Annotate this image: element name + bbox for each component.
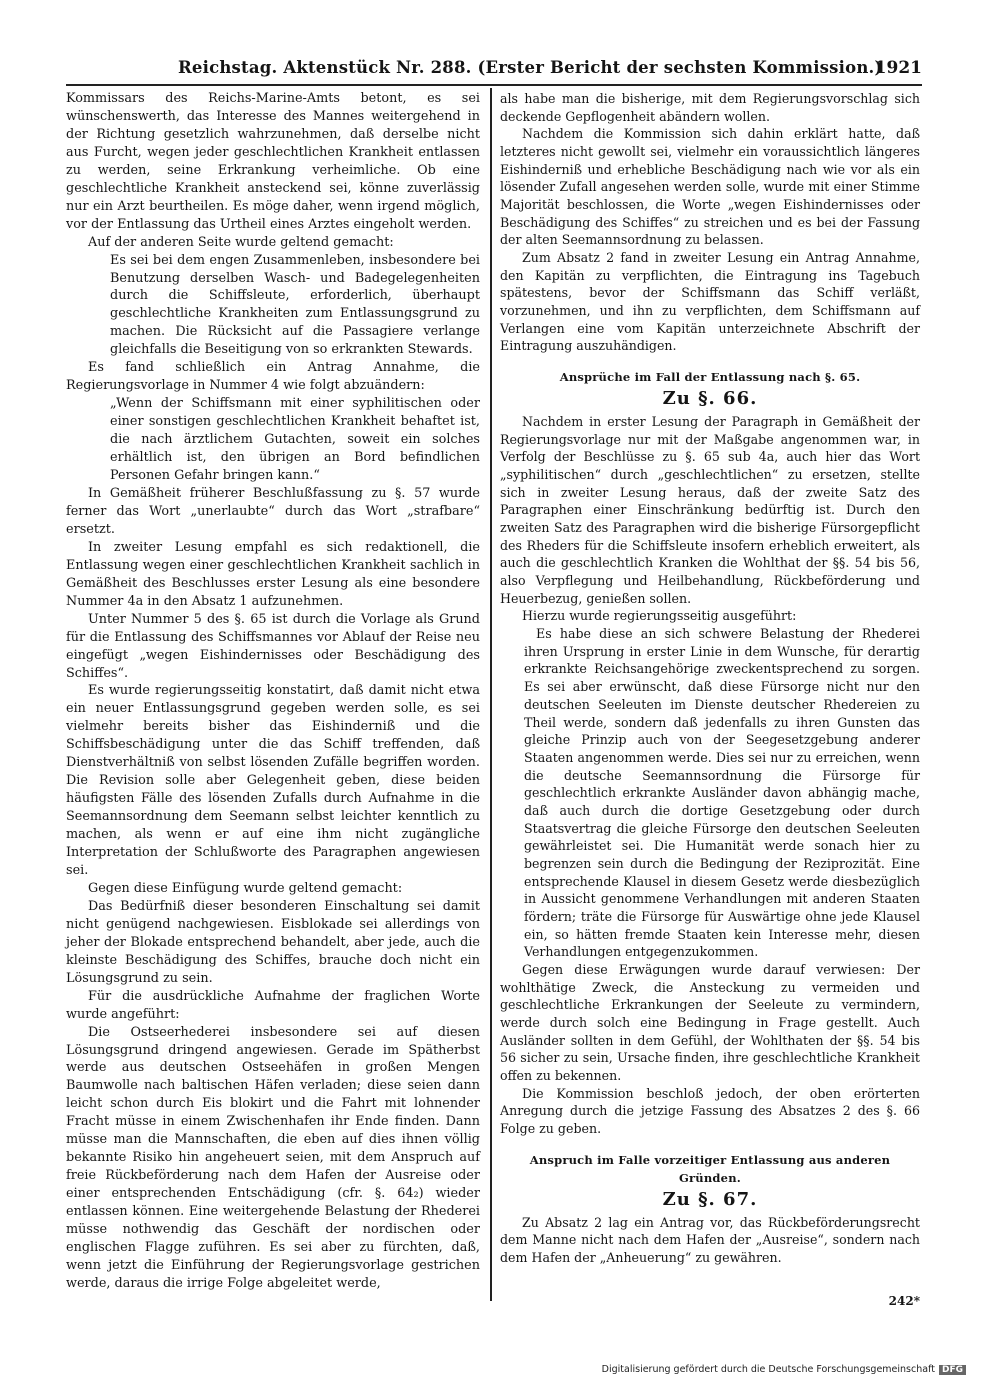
column-divider [490, 88, 492, 1301]
dfg-logo: DFG [939, 1365, 966, 1375]
running-title: Reichstag. Aktenstück Nr. 288. (Erster Bericht der sechsten Kommission.) [178, 58, 883, 77]
quoted-paragraph: Es habe diese an sich schwere Belastung der Rhederei ihren Ursprung in erster Linie in dem Wunsche, für derartig erkrankte Reichsangehörige zweckentsprechend zu sorgen. Es sei aber erwünscht, daß diese Fürsorge nicht nur den deutschen Seeleuten im Dienste deutscher Rhedereien zu Theil werde, sondern daß jedenfalls zu ihren Gunsten das gleiche Prinzip auch von der Seegesetzgebung anderer Staaten angenommen werde. Dies sei nur zu erreichen, wenn die deutsche Seemannsordnung die Fürsorge für geschlechtlich erkrankte Ausländer davon abhängig mache, daß auch durch die dortige Gesetzgebung oder durch Staatsvertrag die gleiche Fürsorge den deutschen Seeleuten gewährleistet sei. Die Humanität werde sonach hier zu begrenzen sein durch die Bedingung der Reziprozität. Eine entsprechende Klausel in diesem Gesetz werde diesbezüglich in Aussicht genommene Verhandlungen mit anderen Staaten fördern; träte die Fürsorge für Auswärtige ohne jede Klausel ein, so hätten fremde Staaten kein Interesse mehr, diesen Verhandlungen entgegenzukommen. [524, 626, 920, 960]
body-paragraph: Auf der anderen Seite wurde geltend gemacht: [88, 234, 394, 250]
quoted-paragraph: Es sei bei dem engen Zusammenleben, insbesondere bei Benutzung derselben Wasch- und Badegelegenheiten durch die Schiffsleute, erforderlich, überhaupt geschlechtliche Krankheiten zum Entlassungsgrund zu machen. Die Rücksicht auf die Passagiere verlange gleichfalls die Beseitigung von so erkrankten Stewards. [110, 252, 480, 358]
left-column [66, 90, 480, 1293]
body-paragraph: Gegen diese Erwägungen wurde darauf verwiesen: Der wohlthätige Zweck, die Ansteckung zu vermeiden und geschlechtliche Erkrankungen der Seeleute zu vermindern, werde durch solch eine Bedingung in Frage gestellt. Auch Ausländer sollten in dem Gefühl, der Wohlthaten der §§. 54 bis 56 sicher zu sein, Ursache finden, ihre geschlechtliche Krankheit offen zu bekennen. [500, 961, 920, 1083]
section-heading: Anspruch im Falle vorzeitiger Entlassung aus anderen Gründen. [529, 1152, 891, 1185]
body-paragraph: Gegen diese Einfügung wurde geltend gemacht: [88, 880, 403, 896]
body-paragraph: als habe man die bisherige, mit dem Regierungsvorschlag sich deckende Gepflogenheit abändern wollen. [500, 91, 920, 124]
body-paragraph: Nachdem die Kommission sich dahin erklärt hatte, daß letzteres nicht gewollt sei, vielmehr ein voraussichtlich längeres Eishinderniß und erhebliche Beschädigung nach wie vor als ein lösender Zufall angesehen werden solle, wurde mit einer Stimme Majorität beschlossen, die Worte „wegen Eishindernisses oder Beschädigung des Schiffes“ zu streichen und es bei der Fassung der alten Seemannsordnung zu belassen. [500, 126, 920, 248]
body-paragraph: Unter Nummer 5 des §. 65 ist durch die Vorlage als Grund für die Entlassung des Schiffsmannes vor Ablauf der Reise neu eingefügt „wegen Eishindernisses oder Beschädigung des Schiffes“. [66, 611, 480, 681]
paragraph-heading: Zu §. 67. [662, 1188, 758, 1210]
body-paragraph: Zum Absatz 2 fand in zweiter Lesung ein Antrag Annahme, den Kapitän zu verpflichten, die Eintragung ins Tagebuch spätestens, bevor der Schiffsmann das Schiff verläßt, vorzunehmen, und ihn zu verpflichten, dem Schiffsmann auf Verlangen eine vom Kapitän unterzeichnete Abschrift der Eintragung auszuhändigen. [500, 250, 920, 354]
body-paragraph: Es fand schließlich ein Antrag Annahme, die Regierungsvorlage in Nummer 4 wie folgt abzuändern: [66, 360, 480, 394]
body-paragraph: Für die ausdrückliche Aufnahme der fraglichen Worte wurde angeführt: [66, 988, 480, 1022]
body-paragraph: Nachdem in erster Lesung der Paragraph in Gemäßheit der Regierungsvorlage nur mit der Maßgabe angenommen war, in Verfolg der Beschlüsse zu §. 65 sub 4a, auch hier das Wort „syphilitischen“ durch „geschlechtlichen“ zu ersetzen, stellte sich in zweiter Lesung heraus, daß der zweite Satz des Paragraphen einer Einschränkung bedürftig ist. Durch den zweiten Satz des Paragraphen wird die bisherige Fürsorgepflicht des Rheders für die Schiffsleute insofern erheblich erweitert, als auch die geschlechtlich Kranken die Wohlthat der §§. 54 bis 56, also Verpflegung und Heilbehandlung, Rückbeförderung und Heuerbezug, genießen sollen. [500, 414, 920, 606]
section-heading: Ansprüche im Fall der Entlassung nach §. 65. [559, 370, 861, 385]
page-number: 1921 [874, 58, 922, 78]
body-paragraph: Das Bedürfniß dieser besonderen Einschaltung sei damit nicht genügend nachgewiesen. Eisblokade sei allerdings von jeher der Blokade entsprechend behandelt, aber jede, auch die kleinste Beschädigung des Schiffes, brauche doch nicht ein Lösungsgrund zu sein. [66, 898, 480, 986]
body-paragraph: In Gemäßheit früherer Beschlußfassung zu §. 57 wurde ferner das Wort „unerlaubte“ durch das Wort „strafbare“ ersetzt. [66, 485, 480, 537]
quoted-paragraph: „Wenn der Schiffsmann mit einer syphilitischen oder einer sonstigen geschlechtlichen Krankheit behaftet ist, die nach ärztlichem Gutachten, soweit ein solches erhältlich ist, den übrigen an Bord befindlichen Personen Gefahr bringen kann.“ [110, 396, 480, 484]
body-paragraph: Zu Absatz 2 lag ein Antrag vor, das Rückbeförderungsrecht dem Manne nicht nach dem Hafen der „Ausreise“, sondern nach dem Hafen der „Anheuerung“ zu gewähren. [500, 1214, 920, 1265]
paragraph-heading: Zu §. 66. [662, 388, 758, 410]
page-header [66, 56, 922, 84]
footer-text: Digitalisierung gefördert durch die Deutsche Forschungsgemeinschaft [601, 1364, 935, 1375]
body-paragraph: Kommissars des Reichs-Marine-Amts betont, es sei wünschenswerth, das Interesse des Mannes weitergehend in der Richtung gesetzlich wahrzunehmen, daß derselbe nicht aus Furcht, wegen jeder geschlechtlichen Krankheit entlassen zu werden, seine Erkrankung verheimliche. Ob eine geschlechtliche Krankheit ansteckend sei, könne zuverlässig nur ein Arzt beurtheilen. Es möge daher, wenn irgend möglich, vor der Entlassung das Urtheil eines Arztes eingeholt werden. [66, 91, 480, 232]
signature-mark: 242* [888, 1294, 920, 1308]
header-rule [66, 84, 922, 86]
body-paragraph: Hierzu wurde regierungsseitig ausgeführt: [522, 608, 797, 624]
right-column [500, 90, 920, 1267]
body-paragraph: Die Kommission beschloß jedoch, der oben erörterten Anregung durch die jetzige Fassung des Absatzes 2 des §. 66 Folge zu geben. [500, 1085, 920, 1136]
body-paragraph: In zweiter Lesung empfahl es sich redaktionell, die Entlassung wegen einer geschlechtlichen Krankheit sachlich in Gemäßheit des Beschlusses erster Lesung als eine besondere Nummer 4a in den Absatz 1 aufzunehmen. [66, 539, 480, 609]
footer [602, 1364, 966, 1375]
body-paragraph: Die Ostseerhederei insbesondere sei auf diesen Lösungsgrund dringend angewiesen. Gerade im Spätherbst werde aus deutschen Ostseehäfen in großen Mengen Baumwolle nach baltischen Häfen verladen; diese seien dann leicht schon durch Eis blokirt und die Fahrt mit lohnender Fracht müsse in einem Zwischenhafen ihr Ende finden. Dann müsse man die Mannschaften, die eben auf dies ihnen völlig bekannte Risiko hin angeheuert seien, mit dem Anspruch auf freie Rückbeförderung nach dem Hafen der Ausreise oder einer entsprechenden Entschädigung (cfr. §. 64₂) wieder entlassen können. Eine weitergehende Belastung der Rhederei müsse nothwendig das Geschäft der nordischen oder englischen Flagge zuführen. Es sei aber zu fürchten, daß, wenn jetzt die Einführung der Regierungsvorlage gestrichen werde, daraus die irrige Folge abgeleitet werde, [66, 1024, 480, 1291]
body-paragraph: Es wurde regierungsseitig konstatirt, daß damit nicht etwa ein neuer Entlassungsgrund gegeben werden solle, es sei vielmehr bereits bisher das Eishinderniß und die Schiffsbeschädigung unter die das Schiff treffenden, daß Dienstverhältniß von selbst lösenden Zufälle begriffen worden. Die Revision solle aber Gelegenheit geben, diese beiden häufigsten Fälle des lösenden Zufalls durch Aufnahme in die Seemannsordnung dem Seemann selbst leichter kenntlich zu machen, als wenn er auf eine ihm nicht zugängliche Interpretation der Schlußworte des Paragraphen angewiesen sei. [66, 683, 480, 878]
